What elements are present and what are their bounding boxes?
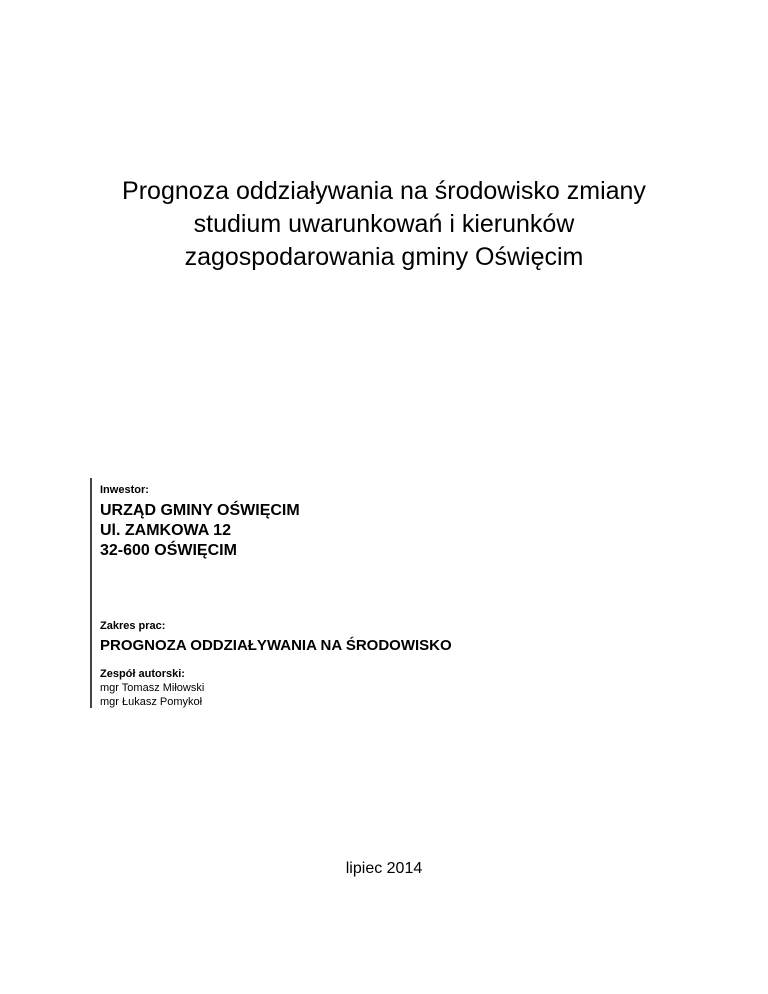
investor-city: 32-600 OŚWIĘCIM	[100, 542, 237, 559]
scope-section	[100, 620, 452, 656]
scope-label: Zakres prac:	[100, 620, 166, 632]
document-date: lipiec 2014	[345, 860, 423, 877]
team-member: mgr Łukasz Pomykoł	[100, 696, 203, 708]
document-title	[0, 175, 768, 274]
team-label: Zespół autorski:	[100, 668, 185, 680]
investor-street: Ul. ZAMKOWA 12	[100, 522, 231, 539]
team-section	[100, 668, 204, 709]
team-member: mgr Tomasz Miłowski	[100, 682, 205, 694]
investor-section	[100, 484, 300, 561]
title-line-2: studium uwarunkowań i kierunków	[193, 210, 575, 238]
title-line-3: zagospodarowania gminy Oświęcim	[184, 243, 584, 271]
title-line-1: Prognoza oddziaływania na środowisko zmiany	[122, 177, 646, 205]
scope-value: PROGNOZA ODDZIAŁYWANIA NA ŚRODOWISKO	[100, 637, 452, 654]
investor-label: Inwestor:	[100, 484, 149, 496]
investor-name: URZĄD GMINY OŚWIĘCIM	[100, 502, 300, 519]
info-block	[90, 478, 650, 708]
